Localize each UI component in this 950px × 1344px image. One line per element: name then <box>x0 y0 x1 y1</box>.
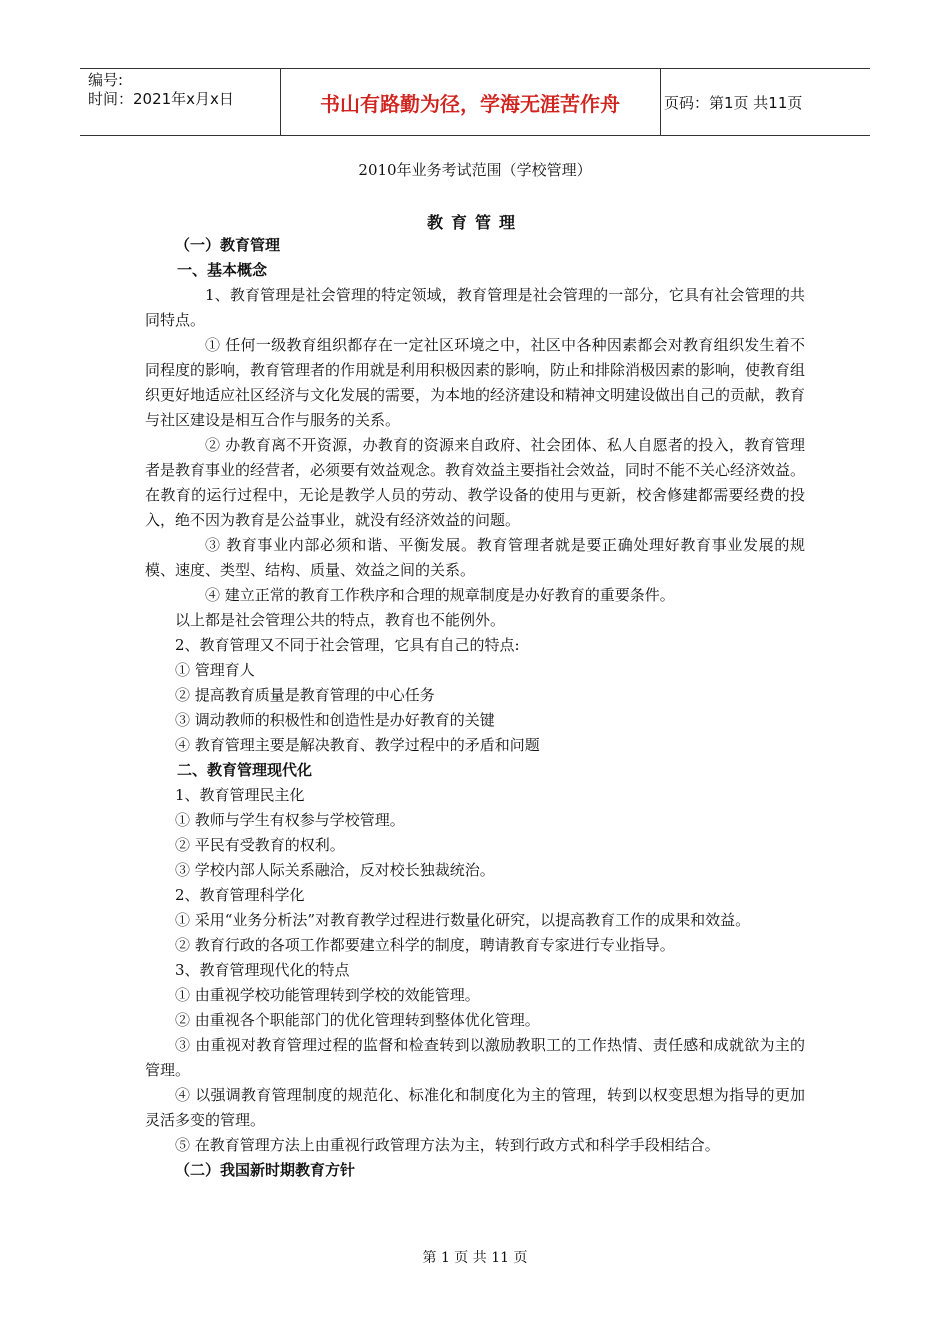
section-title: 教育管理 <box>426 213 523 232</box>
paragraph: 以上都是社会管理公共的特点，教育也不能例外。 <box>175 611 506 629</box>
header-meta <box>88 71 280 109</box>
section-heading: 二、教育管理现代化 <box>177 761 313 779</box>
paragraph: 1、教育管理民主化 <box>175 786 305 804</box>
document-title: 2010年业务考试范围（学校管理） <box>358 161 592 179</box>
section-heading: （一）教育管理 <box>175 236 281 254</box>
header-divider <box>660 69 661 135</box>
paragraph: ③ 调动教师的积极性和创造性是办好教育的关键 <box>175 711 495 729</box>
paragraph: ① 任何一级教育组织都存在一定社区环境之中，社区中各种因素都会对教育组织发生着不同程度的影响，教育管理者的作用就是利用积极因素的影响，防止和排除消极因素的影响，使教育组织更好地适应社区经济与文化发展的需要，为本地的经济建设和精神文明建设做出自己的贡献，教育与社区建设是相互合作与服务的关系。 <box>145 336 806 429</box>
paragraph: ① 教师与学生有权参与学校管理。 <box>175 811 405 829</box>
paragraph: ① 采用“业务分析法”对教育教学过程进行数量化研究，以提高教育工作的成果和效益。 <box>175 911 751 929</box>
paragraph: ③ 教育事业内部必须和谐、平衡发展。教育管理者就是要正确处理好教育事业发展的规模、速度、类型、结构、质量、效益之间的关系。 <box>145 536 805 579</box>
document-number-label: 编号: <box>88 71 124 89</box>
document-date: 时间：2021年x月x日 <box>88 90 234 108</box>
page-footer: 第 1 页 共 11 页 <box>422 1250 528 1266</box>
paragraph: 2、教育管理科学化 <box>175 886 305 904</box>
paragraph: ② 教育行政的各项工作都要建立科学的制度，聘请教育专家进行专业指导。 <box>175 936 675 954</box>
paragraph: ④ 教育管理主要是解决教育、教学过程中的矛盾和问题 <box>175 736 540 754</box>
document-body <box>145 233 805 1183</box>
header-page-info: 页码：第1页 共11页 <box>664 93 803 112</box>
paragraph: ② 办教育离不开资源，办教育的资源来自政府、社会团体、私人自愿者的投入，教育管理者是教育事业的经营者，必须要有效益观念。教育效益主要指社会效益，同时不能不关心经济效益。在教育的运行过程中，无论是教学人员的劳动、教学设备的使用与更新，校舍修建都需要经费的投入，绝不因为教育是公益事业，就没有经济效益的问题。 <box>145 436 806 529</box>
paragraph: ⑤ 在教育管理方法上由重视行政管理方法为主，转到行政方式和科学手段相结合。 <box>175 1136 720 1154</box>
paragraph: ① 管理育人 <box>175 661 255 679</box>
paragraph: ① 由重视学校功能管理转到学校的效能管理。 <box>175 986 480 1004</box>
paragraph: ④ 建立正常的教育工作秩序和合理的规章制度是办好教育的重要条件。 <box>205 586 675 604</box>
paragraph: ③ 学校内部人际关系融洽，反对校长独裁统治。 <box>175 861 495 879</box>
section-heading: （二）我国新时期教育方针 <box>175 1161 356 1179</box>
paragraph: ② 提高教育质量是教育管理的中心任务 <box>175 686 435 704</box>
paragraph: 1、教育管理是社会管理的特定领域，教育管理是社会管理的一部分，它具有社会管理的共同特点。 <box>145 286 805 329</box>
paragraph: ② 平民有受教育的权利。 <box>175 836 345 854</box>
paragraph: ④ 以强调教育管理制度的规范化、标准化和制度化为主的管理，转到以权变思想为指导的更加灵活多变的管理。 <box>145 1086 805 1129</box>
paragraph: 2、教育管理又不同于社会管理，它具有自己的特点: <box>175 636 520 654</box>
section-heading: 一、基本概念 <box>177 261 268 279</box>
header-motto: 书山有路勤为径，学海无涯苦作舟 <box>320 91 620 116</box>
paragraph: ③ 由重视对教育管理过程的监督和检查转到以激励教职工的工作热情、责任感和成就欲为主的管理。 <box>145 1036 805 1079</box>
header-table <box>80 68 870 136</box>
paragraph: ② 由重视各个职能部门的优化管理转到整体优化管理。 <box>175 1011 540 1029</box>
paragraph: 3、教育管理现代化的特点 <box>175 961 350 979</box>
